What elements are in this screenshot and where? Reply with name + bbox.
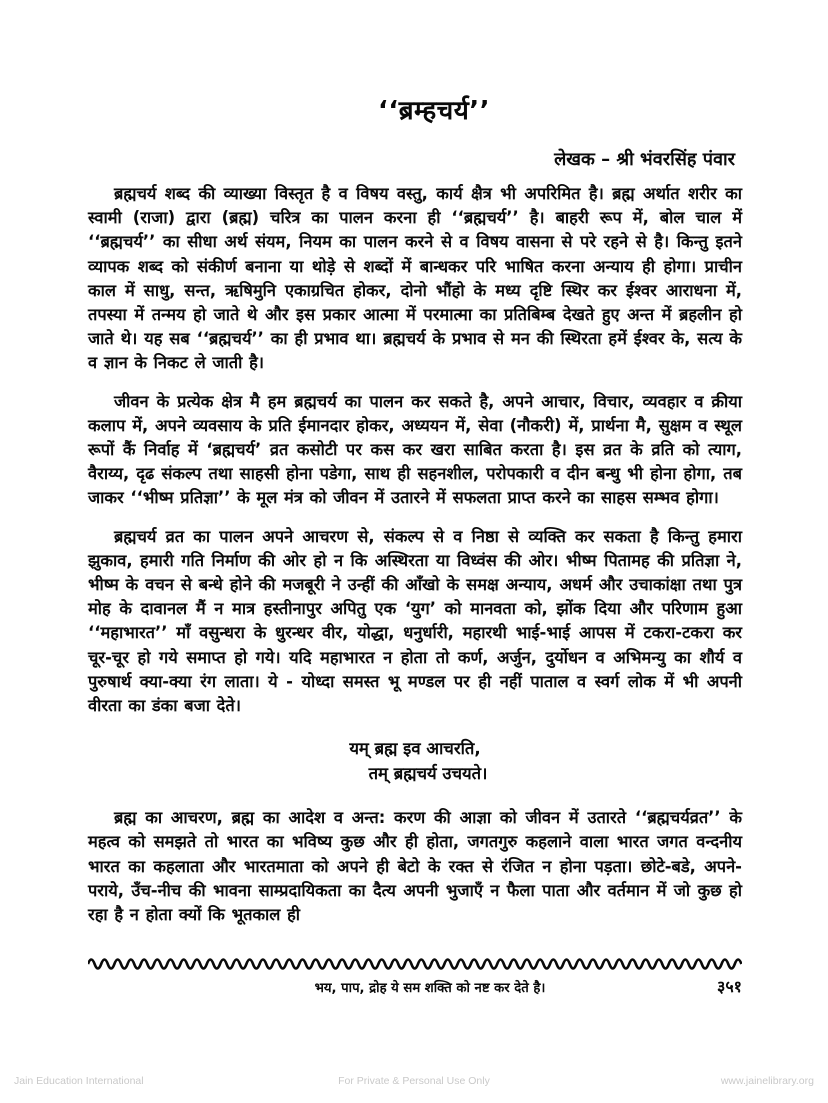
watermark-usage-notice: For Private & Personal Use Only (338, 1075, 490, 1087)
watermark-organization: Jain Education International (14, 1075, 144, 1087)
paragraph-2: जीवन के प्रत्येक क्षेत्र मै हम ब्रह्मचर्य का पालन कर सकते है, अपने आचार, विचार, व्यवहार व क्रीया कलाप में, अपने व्यवसाय के प्रति ईमानदार होकर, अध्ययन में, सेवा (नौकरी) में, प्रार्थना मै, सुक्षम व स्थूल रूपों कैं निर्वाह में ‘ब्रह्मचर्य’ व्रत कसोटी पर कस कर खरा साबित करता है। इस व्रत के व्रति को त्याग, वैराय्य, दृढ संकल्प तथा साहसी होना पडेगा, साथ ही सहनशील, परोपकारी व दीन बन्धु भी होना होगा, तब जाकर ‘‘भीष्म प्रतिज्ञा’’ के मूल मंत्र को जीवन में उतारने में सफलता प्राप्त करने का साहस सम्भव होगा। (88, 391, 742, 508)
paragraph-4: ब्रह्म का आचरण, ब्रह्म का आदेश व अन्त: करण की आज्ञा को जीवन में उतारते ‘‘ब्रह्मचर्यव्रत’’ के महत्व को समझते तो भारत का भविष्य कुछ और ही होता, जगतगुरु कहलाने वाला भारत जगत वन्दनीय भारत का कहलाता और भारतमाता को अपने ही बेटो के रक्त से रंजित न होना पड़ता। छोटे-बडे, अपने-पराये, उँच-नीच की भावना साम्प्रदायिकता का दैत्य अपनी भुजाएँ न फैला पाता और वर्तमान में जो कुछ हो रहा है न होता क्यों कि भूतकाल ही (88, 808, 742, 925)
paragraph-3: ब्रह्मचर्य व्रत का पालन अपने आचरण से, संकल्प से व निष्ठा से व्यक्ति कर सकता है किन्तु हमारा झुकाव, हमारी गति निर्माण की ओर हो न कि अस्थिरता या विध्वंस की ओर। भीष्म पितामह की प्रतिज्ञा ने, भीष्म के वचन से बन्धे होने की मजबूरी ने उन्हीं की आँखो के समक्ष अन्याय, अधर्म और उचाकांक्षा तथा पुत्र मोह के दावानल मैं न मात्र हस्तीनापुर अपितु एक ‘युग’ को मानवता को, झोंक दिया और परिणाम हुआ ‘‘महाभारत’’ माँ वसुन्धरा के धुरन्धर वीर, योद्धा, धनुर्धारी, महारथी भाई-भाई आपस में टकरा-टकरा कर चूर-चूर हो गये समाप्त हो गये। यदि महाभारत न होता तो कर्ण, अर्जुन, दुर्योधन व अभिमन्यु का शौर्य व पुरुषार्थ क्या-क्या रंग लाता। ये - योध्दा समस्त भू मण्डल पर ही नहीं पाताल व स्वर्ग लोक में भी अपनी वीरता का डंका बजा देते। (88, 526, 742, 716)
footnote: भय, पाप, द्रोह ये सम शक्ति को नष्ट कर देते है। (314, 981, 546, 996)
page-title: ‘‘ब्रम्हचर्य’’ (377, 96, 491, 126)
body-text (88, 182, 742, 941)
page-number: ३५१ (717, 977, 742, 996)
wavy-divider-icon (88, 953, 742, 971)
title-block (88, 96, 740, 171)
author-byline: लेखक – श्री भंवरसिंह पंवार (554, 149, 735, 171)
watermark-website: www.jainelibrary.org (720, 1075, 814, 1087)
verse-line-1: यम् ब्रह्म इव आचरति, (349, 739, 481, 759)
paragraph-1: ब्रह्मचर्य शब्द की व्याख्या विस्तृत है व विषय वस्तु, कार्य क्षैत्र भी अपरिमित है। ब्रह्म अर्थात शरीर का स्वामी (राजा) द्वारा (ब्रह्म) चरित्र का पालन करना ही ‘‘ब्रह्मचर्य’’ है। बाहरी रूप में, बोल चाल में ‘‘ब्रह्मचर्य’’ का सीधा अर्थ संयम, नियम का पालन करने से व विषय वासना से परे रहने से है। किन्तु इतने व्यापक शब्द को संकीर्ण बनाना या थोड़े से शब्दों में बान्धकर परि भाषित करना अन्याय ही होगा। प्राचीन काल में साधु, सन्त, ऋषिमुनि एकाग्रचित होकर, दोनो भौंहो के मध्य दृष्टि स्थिर कर ईश्वर आराधना में, तपस्या में तन्मय हो जाते थे और इस प्रकार आत्मा में परमात्मा का प्रतिबिम्ब देखते हुए अन्त में ब्रहलीन हो जाते थे। यह सब ‘‘ब्रह्मचर्य’’ का ही प्रभाव था। ब्रह्मचर्य के प्रभाव से मन की स्थिरता हमें ईश्वर के, सत्य के व ज्ञान के निकट ले जाती है। (88, 184, 742, 373)
wavy-line-svg (88, 953, 742, 971)
watermark-bar (0, 1059, 828, 1103)
footer-row (88, 975, 742, 997)
sanskrit-verse (88, 736, 742, 786)
verse-line-2: तम् ब्रह्मचर्य उचयते। (368, 764, 488, 784)
